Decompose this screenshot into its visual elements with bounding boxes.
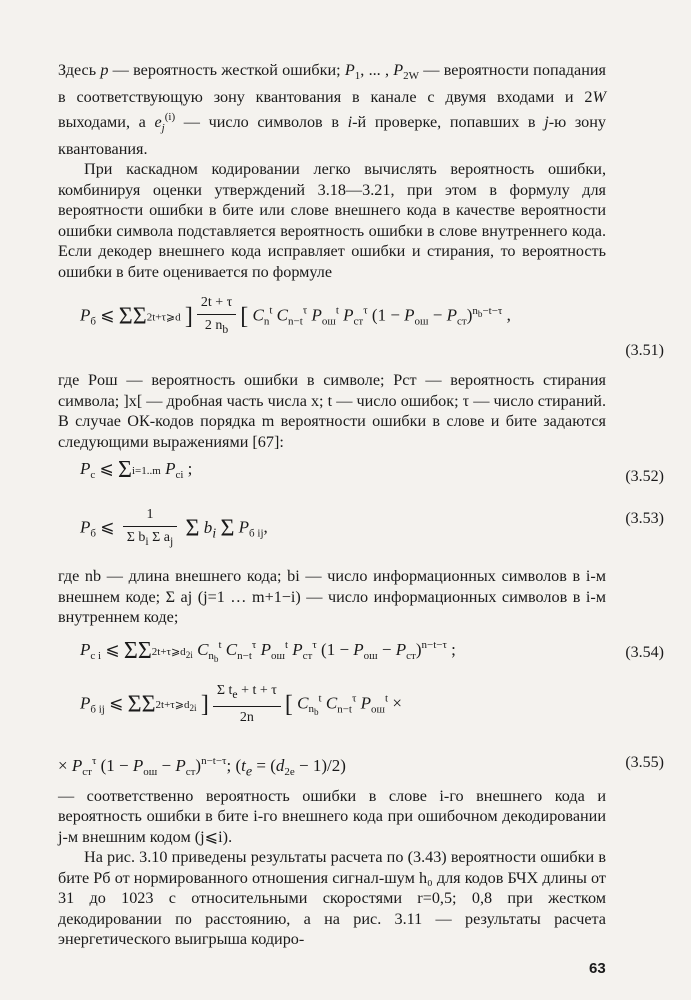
paragraph-1: Здесь p — вероятность жесткой ошибки; $P_1$, ... , $P_{2W}$ — вероятности попадания в соответствующую зону квантования в канале с двумя входами и 2W выходами, а $e_j^{(i)}$ — число символов в i-й проверке, попавших в j-ю зону квантования.	[58, 61, 606, 158]
eq-number-3-55: (3.55)	[625, 753, 664, 771]
paragraph-3: где Pош — вероятность ошибки в символе; Pст — вероятность стирания символа; ]x[ — дробная часть числа x; t — число ошибок; τ — число стираний. В случае ОК-кодов порядка m вероятности ошибки в слове и бите задаются следующими выражениями [67]:	[58, 371, 606, 451]
equation-3-51: $P_б$ ⩽ ΣΣ2t+τ⩾d ] $\frac{2t + \tau}{2 n_b}$ [ $C_n^t$ $C_{n-t}^\tau$ $P_{ош}^t$ $P_{ст}^\tau$ $(1 - P_{ош} - P_{ст})^{n_b-t-\tau}$ ,	[80, 292, 606, 338]
equation-3-52: $P_с$ ⩽ Σi=1..m $P_{сi}$ ; (3.52)	[80, 458, 606, 498]
equation-3-55-line-2: × $P_{ст}^\tau$ $(1 - P_{ош} - P_{ст})^{n-t-\tau}$; $(t_e = (d_{2e} - 1)/2)$ (3.55)	[58, 753, 664, 780]
eq-number-3-52: (3.52)	[625, 468, 664, 486]
eq-number-3-53: (3.53)	[625, 510, 664, 528]
paragraph-4: где nb — длина внешнего кода; bi — число информационных символов в i-м внешнем коде; Σ aj (j=1 … m+1−i) — число информационных символов в i-м внутреннем коде;	[58, 567, 606, 627]
page-number: 63	[589, 960, 606, 977]
equation-3-53: $P_б$ ⩽ $\frac{1}{\Sigma b_i \Sigma a_j}$ Σ $b_i$ Σ $P_{б ij}$, (3.53)	[80, 504, 606, 560]
paragraph-2: При каскадном кодировании легко вычислять вероятность ошибки, комбинируя оценки утверждений 3.18—3.21, при этом в формулу для вероятности ошибки в бите или слове внешнего кода в качестве вероятности ошибки символа подставляется вероятность ошибки в слове внутреннего кода. Если декодер внешнего кода исправляет ошибки и стирания, то вероятность ошибки в бите оценивается по формуле	[58, 160, 606, 281]
paragraph-5: — соответственно вероятность ошибки в слове i-го внешнего кода и вероятность ошибки в бите i-го внешнего кода при ошибочном декодировании j-м внешним кодом (j⩽i).	[58, 786, 606, 846]
page-body	[58, 60, 664, 950]
equation-3-54: $P_{с i}$ ⩽ $\Sigma\Sigma 2t+\tau⩾d_{2i}$ $C_{n_b}^t$ $C_{n-t}^\tau$ $P_{ош}^t$ $P_{ст}^\tau$ $(1 - P_{ош} - P_{ст})^{n-t-\tau}$ ; (3.54)	[80, 637, 664, 664]
paragraph-6: На рис. 3.10 приведены результаты расчета по (3.43) вероятности ошибки в бите Pб от нормированного отношения сигнал-шум h₀ для кодов БЧХ длины от 31 до 1023 с относительными скоростями r=0,5; 0,8 при жестком декодировании по расстоянию, а на рис. 3.11 — результаты расчета энергетического выигрыша кодиро-	[58, 848, 606, 949]
eq-number-3-54: (3.54)	[625, 643, 664, 661]
equation-3-55-line-1: $P_{б ij}$ ⩽ $\Sigma\Sigma 2t+\tau⩾d_{2i}$ ] $\frac{\Sigma t_e + t + \tau}{2n}$ [ $C_{n_b}^t$ $C_{n-t}^\tau$ $P_{ош}^t$ ×	[80, 680, 606, 744]
eq-number-3-51: (3.51)	[625, 342, 664, 360]
